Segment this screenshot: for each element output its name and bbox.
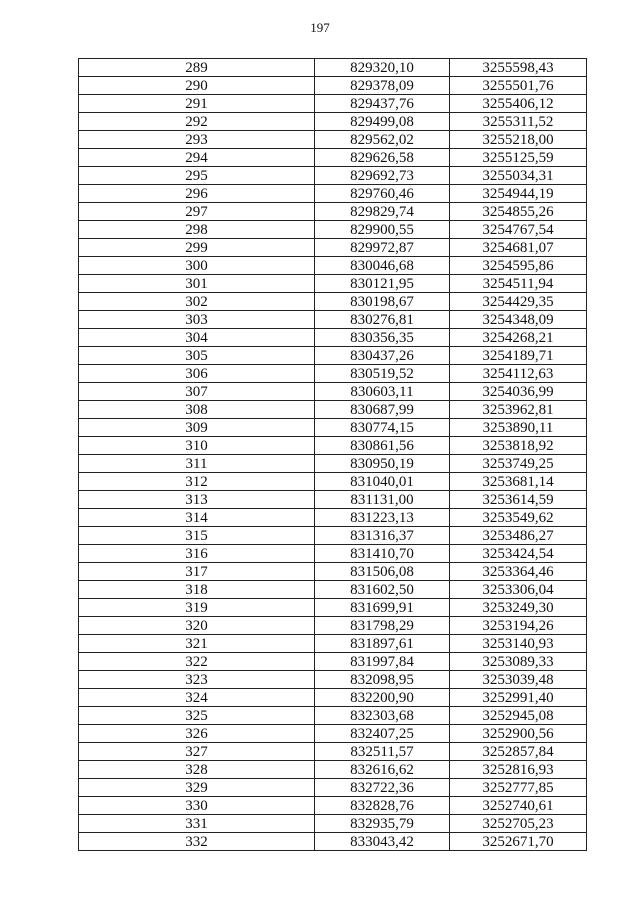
table-row (79, 401, 587, 419)
point-number-cell: 315 (79, 527, 315, 545)
point-number-cell: 316 (79, 545, 315, 563)
table-row (79, 77, 587, 95)
y-coordinate-cell: 3252777,85 (450, 779, 587, 797)
y-coordinate-cell: 3254429,35 (450, 293, 587, 311)
table-row (79, 437, 587, 455)
y-coordinate-cell: 3253194,26 (450, 617, 587, 635)
x-coordinate-cell: 830603,11 (315, 383, 450, 401)
x-coordinate-cell: 832616,62 (315, 761, 450, 779)
table-row (79, 581, 587, 599)
y-coordinate-cell: 3254036,99 (450, 383, 587, 401)
x-coordinate-cell: 829760,46 (315, 185, 450, 203)
y-coordinate-cell: 3253962,81 (450, 401, 587, 419)
table-row (79, 383, 587, 401)
point-number-cell: 307 (79, 383, 315, 401)
coordinates-table (78, 58, 587, 851)
point-number-cell: 309 (79, 419, 315, 437)
x-coordinate-cell: 829437,76 (315, 95, 450, 113)
y-coordinate-cell: 3255311,52 (450, 113, 587, 131)
y-coordinate-cell: 3254681,07 (450, 239, 587, 257)
x-coordinate-cell: 830950,19 (315, 455, 450, 473)
y-coordinate-cell: 3253089,33 (450, 653, 587, 671)
y-coordinate-cell: 3254944,19 (450, 185, 587, 203)
x-coordinate-cell: 830356,35 (315, 329, 450, 347)
y-coordinate-cell: 3252991,40 (450, 689, 587, 707)
x-coordinate-cell: 830198,67 (315, 293, 450, 311)
y-coordinate-cell: 3252816,93 (450, 761, 587, 779)
point-number-cell: 292 (79, 113, 315, 131)
y-coordinate-cell: 3254595,86 (450, 257, 587, 275)
y-coordinate-cell: 3252671,70 (450, 833, 587, 851)
table-row (79, 707, 587, 725)
point-number-cell: 326 (79, 725, 315, 743)
y-coordinate-cell: 3252705,23 (450, 815, 587, 833)
table-row (79, 185, 587, 203)
table-row (79, 95, 587, 113)
point-number-cell: 291 (79, 95, 315, 113)
table-row (79, 113, 587, 131)
table-row (79, 599, 587, 617)
x-coordinate-cell: 831223,13 (315, 509, 450, 527)
y-coordinate-cell: 3255598,43 (450, 59, 587, 77)
table-row (79, 131, 587, 149)
y-coordinate-cell: 3254855,26 (450, 203, 587, 221)
table-row (79, 473, 587, 491)
point-number-cell: 332 (79, 833, 315, 851)
table-row (79, 779, 587, 797)
table-row (79, 689, 587, 707)
x-coordinate-cell: 833043,42 (315, 833, 450, 851)
table-row (79, 617, 587, 635)
point-number-cell: 306 (79, 365, 315, 383)
coordinates-table-body (79, 59, 587, 851)
y-coordinate-cell: 3254767,54 (450, 221, 587, 239)
y-coordinate-cell: 3252740,61 (450, 797, 587, 815)
point-number-cell: 293 (79, 131, 315, 149)
x-coordinate-cell: 829499,08 (315, 113, 450, 131)
point-number-cell: 331 (79, 815, 315, 833)
table-row (79, 419, 587, 437)
y-coordinate-cell: 3253749,25 (450, 455, 587, 473)
point-number-cell: 328 (79, 761, 315, 779)
y-coordinate-cell: 3255125,59 (450, 149, 587, 167)
x-coordinate-cell: 831316,37 (315, 527, 450, 545)
x-coordinate-cell: 829378,09 (315, 77, 450, 95)
table-row (79, 239, 587, 257)
point-number-cell: 320 (79, 617, 315, 635)
x-coordinate-cell: 831997,84 (315, 653, 450, 671)
point-number-cell: 319 (79, 599, 315, 617)
x-coordinate-cell: 831699,91 (315, 599, 450, 617)
x-coordinate-cell: 832407,25 (315, 725, 450, 743)
y-coordinate-cell: 3253486,27 (450, 527, 587, 545)
y-coordinate-cell: 3253306,04 (450, 581, 587, 599)
x-coordinate-cell: 831602,50 (315, 581, 450, 599)
x-coordinate-cell: 829829,74 (315, 203, 450, 221)
table-row (79, 257, 587, 275)
point-number-cell: 298 (79, 221, 315, 239)
point-number-cell: 313 (79, 491, 315, 509)
table-row (79, 797, 587, 815)
x-coordinate-cell: 830861,56 (315, 437, 450, 455)
x-coordinate-cell: 830687,99 (315, 401, 450, 419)
point-number-cell: 312 (79, 473, 315, 491)
point-number-cell: 299 (79, 239, 315, 257)
x-coordinate-cell: 829972,87 (315, 239, 450, 257)
x-coordinate-cell: 832511,57 (315, 743, 450, 761)
x-coordinate-cell: 829320,10 (315, 59, 450, 77)
point-number-cell: 304 (79, 329, 315, 347)
y-coordinate-cell: 3253424,54 (450, 545, 587, 563)
y-coordinate-cell: 3253818,92 (450, 437, 587, 455)
x-coordinate-cell: 832303,68 (315, 707, 450, 725)
x-coordinate-cell: 829900,55 (315, 221, 450, 239)
point-number-cell: 303 (79, 311, 315, 329)
point-number-cell: 325 (79, 707, 315, 725)
point-number-cell: 322 (79, 653, 315, 671)
table-row (79, 725, 587, 743)
table-row (79, 527, 587, 545)
y-coordinate-cell: 3255034,31 (450, 167, 587, 185)
y-coordinate-cell: 3252945,08 (450, 707, 587, 725)
x-coordinate-cell: 830276,81 (315, 311, 450, 329)
y-coordinate-cell: 3253549,62 (450, 509, 587, 527)
x-coordinate-cell: 829692,73 (315, 167, 450, 185)
table-row (79, 59, 587, 77)
table-row (79, 761, 587, 779)
point-number-cell: 300 (79, 257, 315, 275)
x-coordinate-cell: 831410,70 (315, 545, 450, 563)
table-row (79, 653, 587, 671)
table-row (79, 635, 587, 653)
x-coordinate-cell: 829562,02 (315, 131, 450, 149)
point-number-cell: 327 (79, 743, 315, 761)
table-row (79, 221, 587, 239)
table-row (79, 329, 587, 347)
x-coordinate-cell: 832098,95 (315, 671, 450, 689)
x-coordinate-cell: 832935,79 (315, 815, 450, 833)
table-row (79, 743, 587, 761)
x-coordinate-cell: 830437,26 (315, 347, 450, 365)
point-number-cell: 295 (79, 167, 315, 185)
y-coordinate-cell: 3255218,00 (450, 131, 587, 149)
point-number-cell: 305 (79, 347, 315, 365)
y-coordinate-cell: 3254112,63 (450, 365, 587, 383)
point-number-cell: 321 (79, 635, 315, 653)
y-coordinate-cell: 3254511,94 (450, 275, 587, 293)
point-number-cell: 330 (79, 797, 315, 815)
point-number-cell: 302 (79, 293, 315, 311)
x-coordinate-cell: 830519,52 (315, 365, 450, 383)
page-number: 197 (310, 20, 330, 35)
table-row (79, 509, 587, 527)
x-coordinate-cell: 831131,00 (315, 491, 450, 509)
y-coordinate-cell: 3253039,48 (450, 671, 587, 689)
y-coordinate-cell: 3255406,12 (450, 95, 587, 113)
table-row (79, 491, 587, 509)
point-number-cell: 296 (79, 185, 315, 203)
x-coordinate-cell: 832828,76 (315, 797, 450, 815)
x-coordinate-cell: 832200,90 (315, 689, 450, 707)
y-coordinate-cell: 3253140,93 (450, 635, 587, 653)
table-row (79, 347, 587, 365)
table-row (79, 545, 587, 563)
x-coordinate-cell: 831040,01 (315, 473, 450, 491)
y-coordinate-cell: 3253890,11 (450, 419, 587, 437)
point-number-cell: 290 (79, 77, 315, 95)
x-coordinate-cell: 831506,08 (315, 563, 450, 581)
table-row (79, 455, 587, 473)
table-row (79, 563, 587, 581)
point-number-cell: 311 (79, 455, 315, 473)
point-number-cell: 318 (79, 581, 315, 599)
x-coordinate-cell: 832722,36 (315, 779, 450, 797)
x-coordinate-cell: 830121,95 (315, 275, 450, 293)
point-number-cell: 301 (79, 275, 315, 293)
y-coordinate-cell: 3253249,30 (450, 599, 587, 617)
x-coordinate-cell: 831897,61 (315, 635, 450, 653)
point-number-cell: 329 (79, 779, 315, 797)
table-row (79, 293, 587, 311)
table-row (79, 275, 587, 293)
x-coordinate-cell: 829626,58 (315, 149, 450, 167)
table-row (79, 365, 587, 383)
y-coordinate-cell: 3254348,09 (450, 311, 587, 329)
point-number-cell: 289 (79, 59, 315, 77)
table-row (79, 149, 587, 167)
table-row (79, 203, 587, 221)
y-coordinate-cell: 3253614,59 (450, 491, 587, 509)
y-coordinate-cell: 3255501,76 (450, 77, 587, 95)
point-number-cell: 294 (79, 149, 315, 167)
table-row (79, 833, 587, 851)
point-number-cell: 308 (79, 401, 315, 419)
point-number-cell: 310 (79, 437, 315, 455)
point-number-cell: 324 (79, 689, 315, 707)
table-row (79, 815, 587, 833)
y-coordinate-cell: 3254189,71 (450, 347, 587, 365)
y-coordinate-cell: 3252900,56 (450, 725, 587, 743)
point-number-cell: 323 (79, 671, 315, 689)
point-number-cell: 317 (79, 563, 315, 581)
x-coordinate-cell: 830774,15 (315, 419, 450, 437)
y-coordinate-cell: 3254268,21 (450, 329, 587, 347)
x-coordinate-cell: 831798,29 (315, 617, 450, 635)
y-coordinate-cell: 3252857,84 (450, 743, 587, 761)
table-row (79, 311, 587, 329)
point-number-cell: 314 (79, 509, 315, 527)
x-coordinate-cell: 830046,68 (315, 257, 450, 275)
y-coordinate-cell: 3253681,14 (450, 473, 587, 491)
y-coordinate-cell: 3253364,46 (450, 563, 587, 581)
table-row (79, 167, 587, 185)
point-number-cell: 297 (79, 203, 315, 221)
table-row (79, 671, 587, 689)
